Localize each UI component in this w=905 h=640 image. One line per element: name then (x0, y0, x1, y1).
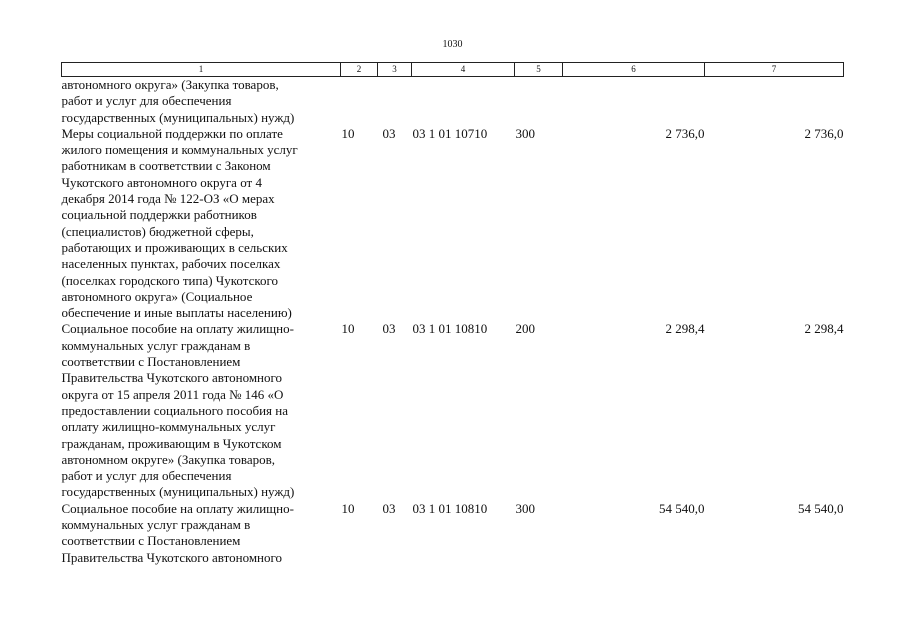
row-subsection (378, 77, 412, 126)
row-amount-2: 2 298,4 (804, 321, 844, 337)
description-line: работ и услуг для обеспечения (61, 93, 232, 109)
row-description (62, 321, 341, 500)
description-line: (поселках городского типа) Чукотского (61, 272, 279, 288)
row-expense-type (515, 77, 563, 126)
description-line: (специалистов) бюджетной сферы, (61, 223, 254, 239)
column-number-4: 4 (412, 63, 515, 77)
description-line: автономном округе» (Закупка товаров, (61, 451, 276, 467)
description-line: автономного округа» (Социальное (61, 288, 253, 304)
row-subsection: 03 (382, 125, 396, 141)
description-line: предоставлении социального пособия на (61, 402, 288, 418)
column-number-2: 2 (341, 63, 378, 77)
row-amount-2: 54 540,0 (798, 500, 844, 516)
row-subsection: 03 (382, 321, 396, 337)
description-line: декабря 2014 года № 122-ОЗ «О мерах (61, 191, 275, 207)
table-row (62, 126, 844, 322)
row-section: 10 (341, 321, 355, 337)
description-line: Правительства Чукотского автономного (61, 370, 283, 386)
budget-table (61, 62, 844, 566)
row-amount-1: 2 298,4 (665, 321, 705, 337)
column-number-6: 6 (563, 63, 705, 77)
description-line: населенных пунктах, рабочих поселках (61, 256, 281, 272)
row-amount-1 (563, 77, 705, 126)
description-line: соответствии с Постановлением (61, 533, 241, 549)
description-line: работающих и проживающих в сельских (61, 239, 288, 255)
table-row (62, 321, 844, 500)
description-line: Правительства Чукотского автономного (61, 549, 283, 565)
row-target-article: 03 1 01 10810 (412, 321, 488, 337)
description-line: оплату жилищно-коммунальных услуг (61, 419, 276, 435)
table-row (62, 501, 844, 566)
row-target-article: 03 1 01 10810 (412, 500, 488, 516)
row-section: 10 (341, 125, 355, 141)
description-line: обеспечение и иные выплаты населению) (61, 305, 292, 321)
row-expense-type: 200 (515, 321, 535, 337)
column-number-3: 3 (378, 63, 412, 77)
row-expense-type: 300 (515, 500, 535, 516)
description-line: округа от 15 апреля 2011 года № 146 «О (61, 386, 284, 402)
description-line: работникам в соответствии с Законом (61, 158, 271, 174)
column-number-1: 1 (62, 63, 341, 77)
description-line: коммунальных услуг гражданам в (61, 517, 251, 533)
description-line: коммунальных услуг гражданам в (61, 337, 251, 353)
row-amount-2: 2 736,0 (804, 125, 844, 141)
row-target-article: 03 1 01 10710 (412, 125, 488, 141)
row-amount-1: 54 540,0 (659, 500, 705, 516)
row-amount-1: 2 736,0 (665, 125, 705, 141)
row-description (62, 501, 341, 566)
column-number-row (62, 63, 844, 77)
description-line: Чукотского автономного округа от 4 (61, 174, 262, 190)
row-subsection: 03 (382, 500, 396, 516)
column-number-5: 5 (515, 63, 563, 77)
description-line: Социальное пособие на оплату жилищно- (61, 321, 294, 337)
row-target-article (412, 77, 515, 126)
row-description (62, 77, 341, 126)
description-line: государственных (муниципальных) нужд) (61, 484, 295, 500)
row-section (341, 77, 378, 126)
row-expense-type: 300 (515, 125, 535, 141)
description-line: социальной поддержки работников (61, 207, 257, 223)
table-header (62, 63, 844, 77)
description-line: Социальное пособие на оплату жилищно- (61, 500, 294, 516)
description-line: Меры социальной поддержки по оплате (61, 125, 283, 141)
page-number: 1030 (442, 39, 463, 50)
table-body (62, 77, 844, 566)
description-line: соответствии с Постановлением (61, 354, 241, 370)
description-line: гражданам, проживающим в Чукотском (61, 435, 282, 451)
description-line: жилого помещения и коммунальных услуг (61, 142, 298, 158)
row-section: 10 (341, 500, 355, 516)
description-line: автономного округа» (Закупка товаров, (61, 77, 279, 92)
table-row (62, 77, 844, 126)
row-description (62, 126, 341, 322)
description-line: работ и услуг для обеспечения (61, 468, 232, 484)
description-line: государственных (муниципальных) нужд) (61, 109, 295, 125)
column-number-7: 7 (705, 63, 844, 77)
row-amount-2 (705, 77, 844, 126)
